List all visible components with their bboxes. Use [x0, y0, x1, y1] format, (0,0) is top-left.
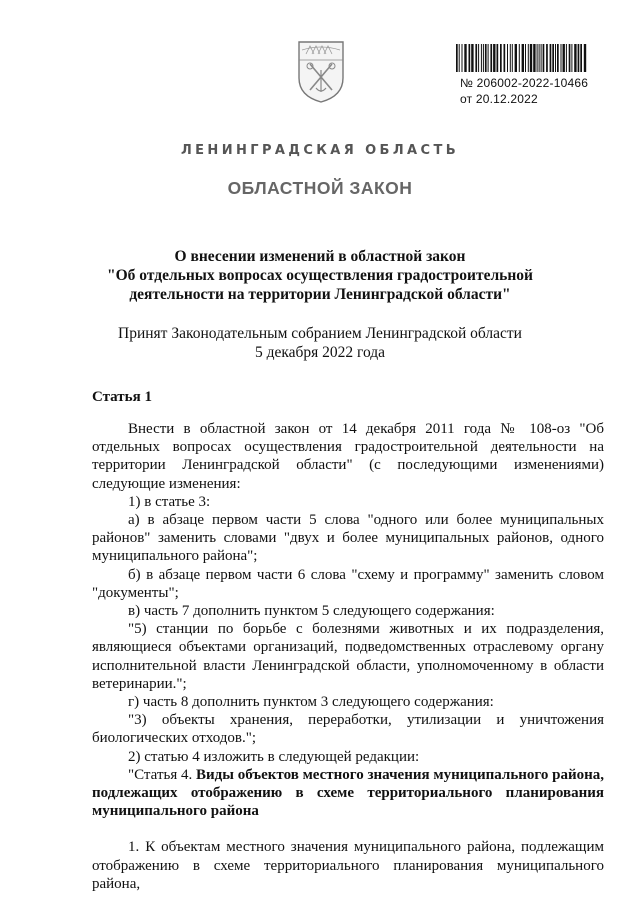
- barcode-bar: [539, 44, 540, 72]
- barcode-bar: [569, 44, 571, 72]
- barcode-bar: [563, 44, 565, 72]
- barcode-bar: [507, 44, 508, 72]
- coat-of-arms-icon: [296, 40, 346, 104]
- barcode-bar: [574, 44, 576, 72]
- spacer: [92, 820, 604, 838]
- article-4-prefix: "Статья 4.: [128, 766, 197, 783]
- article-heading: Статья 1: [92, 389, 152, 405]
- barcode-bar: [533, 44, 535, 72]
- region-name: ЛЕНИНГРАДСКАЯ ОБЛАСТЬ: [180, 143, 460, 158]
- barcode-bar: [471, 44, 473, 72]
- barcode-bar: [469, 44, 471, 72]
- barcode-bar: [584, 44, 586, 72]
- barcode-bar: [488, 44, 489, 72]
- barcode-bar: [580, 44, 582, 72]
- barcode-bar: [566, 44, 567, 72]
- barcode-bar: [464, 44, 466, 72]
- law-title-line: "Об отдельных вопросах осуществления градостроительной: [107, 267, 533, 284]
- barcode-bar: [578, 44, 580, 72]
- barcode-bar: [550, 44, 552, 72]
- paragraph: в) часть 7 дополнить пунктом 5 следующего содержания:: [128, 603, 495, 620]
- law-title-line: О внесении изменений в областной закон: [174, 248, 466, 265]
- paragraph: 2) статью 4 изложить в следующей редакции:: [128, 748, 420, 765]
- barcode-bar: [525, 44, 526, 72]
- barcode-bar: [528, 44, 529, 72]
- barcode-bar: [530, 44, 532, 72]
- article-body: [92, 420, 604, 893]
- paragraph: а) в абзаце первом части 5 слова "одного или более муниципальных районов" заменить словами "двух и более муниципальных районов, одного муниципального района";: [92, 512, 604, 565]
- paragraph: б) в абзаце первом части 6 слова "схему и программу" заменить словом "документы";: [92, 566, 604, 601]
- adoption-note: [60, 325, 580, 362]
- barcode-bar: [475, 44, 477, 72]
- barcode-bar: [522, 44, 524, 72]
- law-title-line: деятельности на территории Ленинградской области": [129, 286, 511, 303]
- barcode-bar: [541, 44, 542, 72]
- barcode-bar: [497, 44, 499, 72]
- barcode-bar: [552, 44, 554, 72]
- paragraph: "5) станции по борьбе с болезнями животных и их подразделения, являющиеся объектами организаций, подведомственных отраслевому органу исполнительной власти Ленинградской области, уполномоченному в области ветеринарии.";: [92, 621, 604, 692]
- barcode-icon: [455, 44, 587, 72]
- barcode-bar: [561, 44, 562, 72]
- barcode-bar: [485, 44, 487, 72]
- paragraph: 1. К объектам местного значения муниципального района, подлежащим отображению в схеме территориального планирования муниципального района,: [92, 839, 604, 892]
- barcode-bar: [504, 44, 506, 72]
- barcode-bar: [546, 44, 548, 72]
- barcode-bar: [493, 44, 495, 72]
- barcode-bar: [515, 44, 517, 72]
- barcode-bar: [456, 44, 458, 72]
- paragraph: 1) в статье 3:: [128, 493, 211, 510]
- barcode-bar: [490, 44, 492, 72]
- barcode-bar: [571, 44, 572, 72]
- barcode-bar: [510, 44, 511, 72]
- barcode-bar: [543, 44, 545, 72]
- barcode-bar: [500, 44, 502, 72]
- paragraph: Внести в областной закон от 14 декабря 2011 года № 108-оз "Об отдельных вопросах осуществления градостроительной деятельности на территории Ленинградской области" (с последующими изменениями) следующие изменения:: [92, 421, 604, 492]
- barcode-bar: [537, 44, 538, 72]
- paragraph: [92, 766, 604, 821]
- law-title: [60, 247, 580, 304]
- paragraph: г) часть 8 дополнить пунктом 3 следующего содержания:: [128, 694, 494, 711]
- barcode-bar: [512, 44, 513, 72]
- barcode-bar: [557, 44, 559, 72]
- barcode-bar: [478, 44, 479, 72]
- paragraph: "3) объекты хранения, переработки, утилизации и уничтожения биологических отходов.";: [92, 712, 604, 747]
- barcode-bar: [555, 44, 556, 72]
- barcode-bar: [459, 44, 460, 72]
- adoption-date: 5 декабря 2022 года: [254, 343, 386, 361]
- barcode-bar: [483, 44, 484, 72]
- barcode-bar: [462, 44, 463, 72]
- barcode-bar: [481, 44, 482, 72]
- article-4-title: Виды объектов местного значения муниципального района, подлежащих отображению в схеме территориального планирования муниципального района: [92, 766, 605, 820]
- barcode-bar: [519, 44, 520, 72]
- registration-number: № 206002-2022-10466: [460, 76, 589, 90]
- law-type: ОБЛАСТНОЙ ЗАКОН: [227, 178, 413, 198]
- adoption-line: Принят Законодательным собранием Ленинградской области: [118, 325, 522, 342]
- registration-date: от 20.12.2022: [460, 92, 538, 106]
